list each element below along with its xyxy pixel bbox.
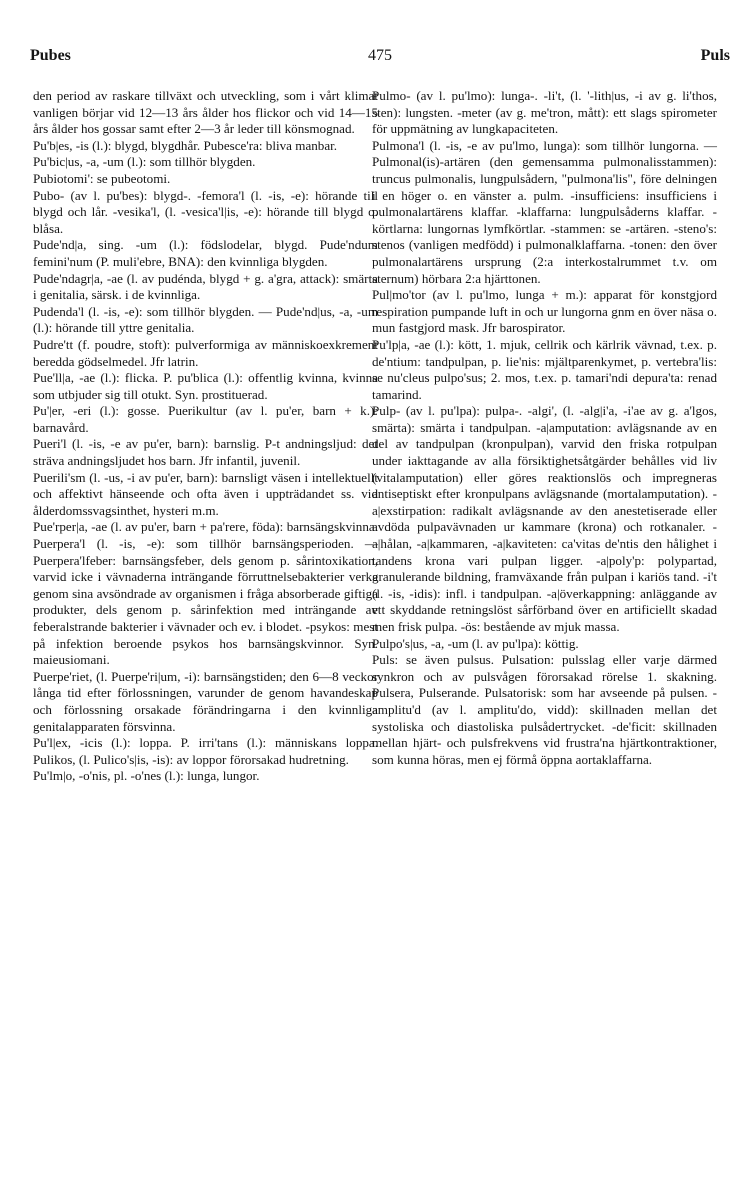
dictionary-entry: Pulpo's|us, -a, -um (l. av pu'lpa): köttig. [372, 635, 579, 651]
dictionary-entry: Pude'ndagr|a, -ae (l. av pudénda, blygd + g. a'gra, attack): smärta i genitalia, särsk. i de kvinnliga. [33, 270, 378, 303]
dictionary-entry: Pueri'l (l. -is, -e av pu'er, barn): barnslig. P-t andningsljud: det sträva andningsljudet hos barn. Jfr infantil, juvenil. [33, 436, 378, 469]
dictionary-entry: Pu'|er, -eri (l.): gosse. Puerikultur (av l. pu'er, barn + k.): barnavård. [33, 403, 378, 435]
page-number: 475 [368, 47, 392, 64]
header-last-word: Puls [700, 47, 730, 64]
dictionary-entry: Pue'll|a, -ae (l.): flicka. P. pu'blica (l.): offentlig kvinna, kvinna som utbjuder sig till otukt. Syn. prostituerad. [33, 370, 378, 402]
dictionary-entry: Pubo- (av l. pu'bes): blygd-. -femora'l (l. -is, -e): hörande till blygd och lår. -vesika'l, (l. -vesica'l|is, -e): hörande till blygd o. blåsa. [33, 187, 378, 236]
dictionary-entry: Pu'bic|us, -a, -um (l.): som tillhör blygden. [33, 154, 256, 170]
dictionary-entry: Pulmona'l (l. -is, -e av pu'lmo, lunga): som tillhör lungorna. — Pulmonal(is)-artären (den gemensamma pulmonalisstammen): truncus pulmonalis, lungpulsådern, "pulmona'lis", före delningen i en höger o. en vänster a. pulm. -insufficiens: insufficiens i pulmonalartärens klaffar. -klaffarna: lungpulsåderns klaffar. -körtlarna: lungornas lymfkörtlar. -stammen: se -artären. -steno's: stenos (vanligen medfödd) i pulmonalklaffarna. -tonen: den över pulmonalartärens ursprung (2:a interkostalrummet t.v. om sternum) hörbara 2:a hjärttonen. [372, 137, 717, 286]
dictionary-entry: Pudre'tt (f. poudre, stoft): pulverformiga av människoexkrement beredda gödselmedel. Jfr latrin. [33, 336, 378, 369]
header-first-word: Pubes [30, 47, 71, 64]
dictionary-entry: Pu'b|es, -is (l.): blygd, blygdhår. Pubesce'ra: bliva manbar. [33, 137, 338, 153]
dictionary-entry: Pu'lm|o, -o'nis, pl. -o'nes (l.): lunga, lungor. [33, 768, 260, 784]
dictionary-entry: Puerpe'riet, (l. Puerpe'ri|um, -i): barnsängstiden; den 6—8 veckor långa tid efter förlossningen, varunder de genom havandeskap och förlossning orsakade förändringarna i den kvinnliga genitalapparaten försvinna. [33, 668, 378, 734]
dictionary-entry: Pude'nd|a, sing. -um (l.): födslodelar, blygd. Pude'ndum femini'num (P. muli'ebre, BNA): den kvinnliga blygden. [33, 237, 378, 269]
dictionary-entry: Pu'lp|a, -ae (l.): kött, 1. mjuk, cellrik och kärlrik vävnad, t.ex. p. de'ntium: tandpulpan, p. lie'nis: mjältparenkymet, p. vertebra'lis: se nu'cleus pulpo'sus; 2. mos, t.ex. p. tamari'ndi depura'ta: renad tamarind. [372, 336, 717, 402]
dictionary-entry: Pulmo- (av l. pu'lmo): lunga-. -li't, (l. '-lith|us, -i av g. li'thos, sten): lungsten. -meter (av g. me'tron, mått): ett slags spirometer för uppmätning av lungkapaciteten. [372, 88, 717, 137]
dictionary-entry: Pu'l|ex, -icis (l.): loppa. P. irri'tans (l.): människans loppa. Pulikos, (l. Pulico's|is, -is): av loppor förorsakad hudretning. [33, 735, 378, 767]
left-column [33, 88, 378, 785]
dictionary-entry: Pulp- (av l. pu'lpa): pulpa-. -algi', (l. -alg|i'a, -i'ae av g. a'lgos, smärta): smärta i tandpulpan. -a|amputation: avlägsnande av en del av tandpulpan (kronpulpan), varvid den friska rotpulpan under iakttagande av alla försiktighetsåtgärder behålles vid liv (vitalamputation) eller göres reaktionslös och impregneras antiseptiskt efter kronpulpans avlägsnande (mortalamputation). -a|exstirpation: radikalt avlägsnande av den anestetiserade eller avdöda pulpavävnaden ur kammare (krona) och rotkanaler. -a|hålan, -a|kammaren, -a|kaviteten: ca'vitas de'ntis den hålighet i tandens krona vari pulpan ligger. -a|poly'p: polypartad, granulerande bildning, framväxande från pulpan i kariös tand. -i't (l. -is, -idis): infl. i tandpulpan. -a|överkappning: anläggande av ett skyddande retningslöst sårförband över en artificiellt skadad men frisk pulpa. -ös: bestående av mjuk massa. [372, 403, 717, 634]
running-header [30, 47, 730, 71]
dictionary-entry: den period av raskare tillväxt och utveckling, som i vårt klimat vanligen börjar vid 12—13 års ålder hos flickor och vid 14—15 års ålder hos gossar samt efter 2—3 år leder till könsmognad. [33, 88, 378, 137]
dictionary-entry: Pudenda'l (l. -is, -e): som tillhör blygden. — Pude'nd|us, -a, -um (l.): hörande till yttre genitalia. [33, 303, 378, 336]
dictionary-entry: Puls: se även pulsus. Pulsation: pulsslag eller varje därmed synkron och av pulsvågen förorsakad rörelse 1. skakning. Pulsera, Pulserande. Pulsatorisk: som har avseende på pulsen. -amplitu'd (av l. amplitu'do, vidd): skillnaden mellan det systoliska och diastoliska pulsådertrycket. -de'ficit: skillnaden mellan hjärt- och pulsfrekvens vid frustra'na hjärtkontraktioner, som kunna höras, men ej förmå öppna aortaklaffarna. [372, 652, 717, 767]
dictionary-entry: Puerili'sm (l. -us, -i av pu'er, barn): barnsligt väsen i intellektuellt och affektivt hänseende och ofta även i uppträdandet ss. vid ålderdomssvagsinthet, hysteri m.m. [33, 469, 378, 518]
dictionary-entry: Pue'rper|a, -ae (l. av pu'er, barn + pa'rere, föda): barnsängskvinna. Puerpera'l (l. -is, -e): som tillhör barnsängsperioden. — Puerpera'lfeber: barnsängsfeber, dels genom p. sårintoxikation, varvid icke i vävnaderna inträngande förruttnelsebakterier verka genom sina avsöndrade av organismen i fråga absorberade giftiga produkter, dels genom p. sårinfektion med inträngande av feberalstrande bakterier i vävnader och ev. i blodet. -psykos: mest på infektion beroende psykos hos barnsängskvinnor. Syn. maieusiomani. [33, 519, 378, 668]
right-column [372, 88, 717, 768]
dictionary-entry: Pul|mo'tor (av l. pu'lmo, lunga + m.): apparat för konstgjord respiration pumpande luft in och ur lungorna gnm en över näsa o. mun fastgjord mask. Jfr barospirator. [372, 287, 717, 336]
dictionary-entry: Pubiotomi': se pubeotomi. [33, 170, 171, 186]
